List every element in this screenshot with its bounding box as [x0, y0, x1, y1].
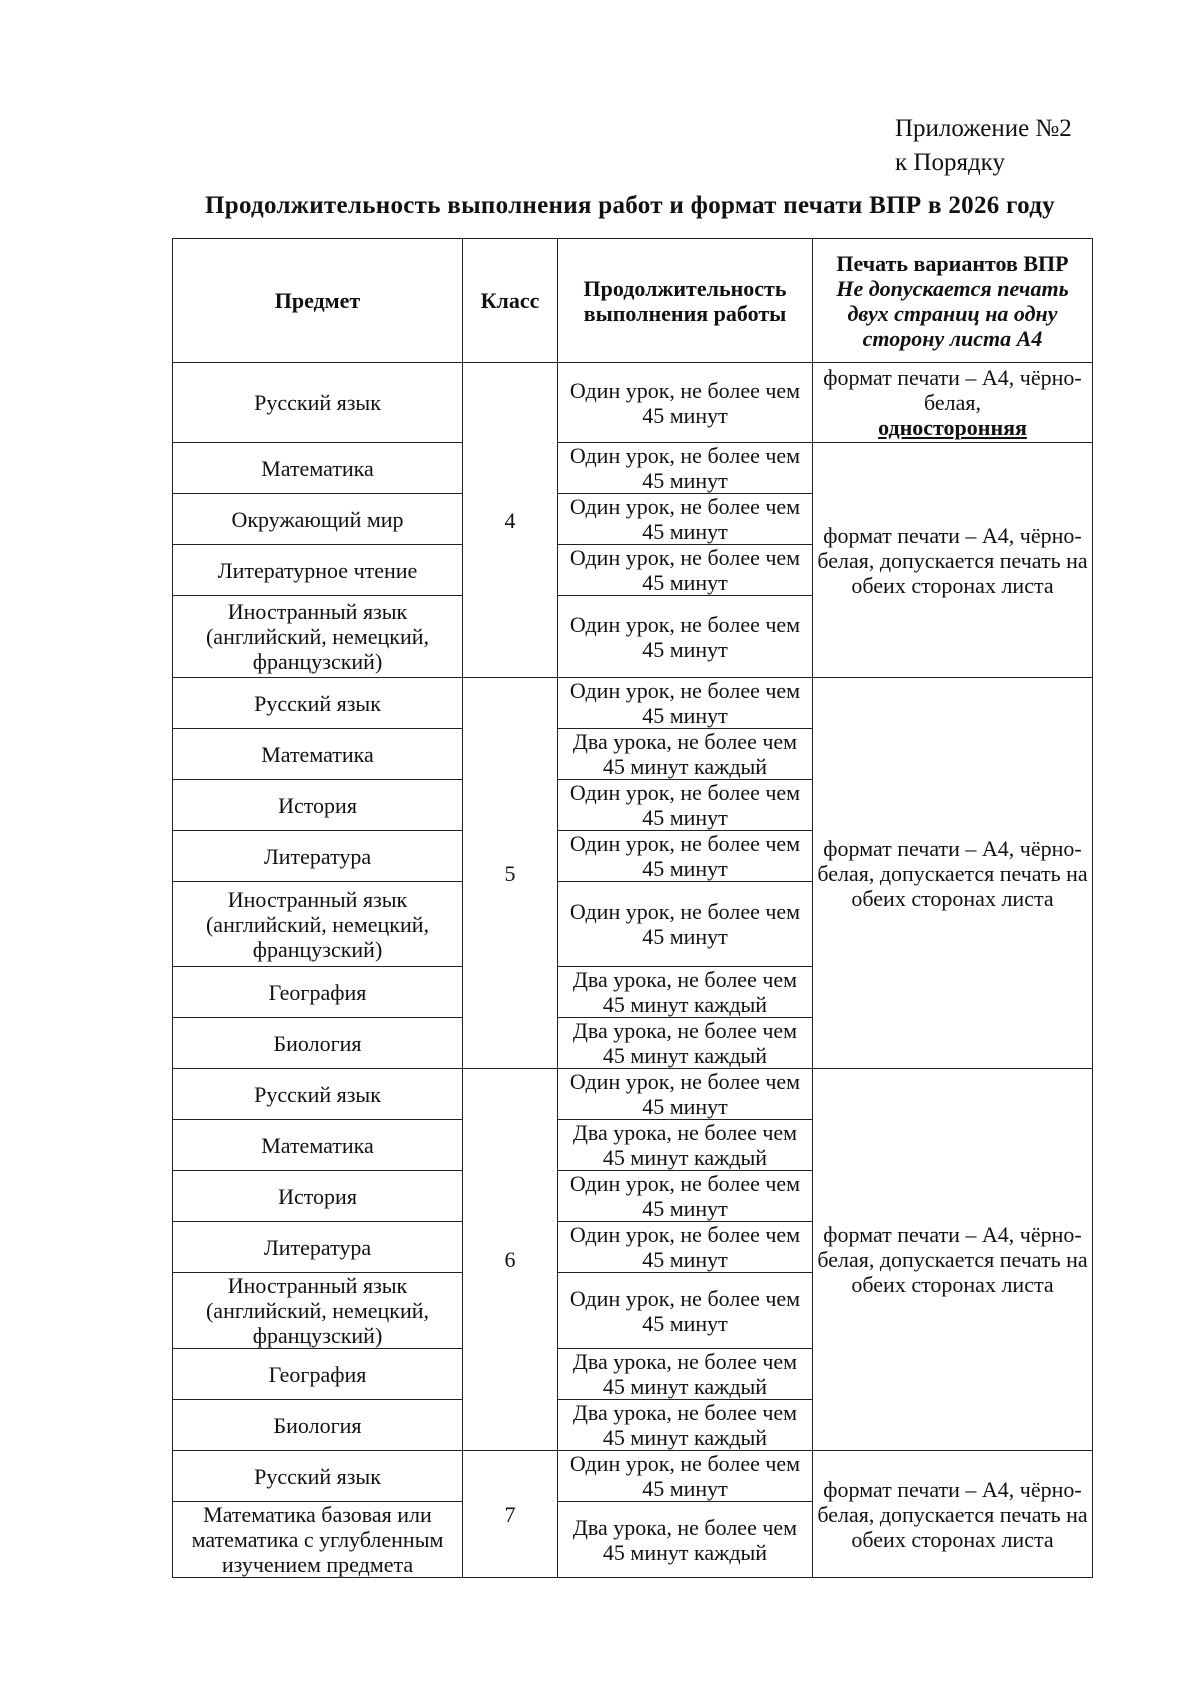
duration-cell: Два урока, не более чем 45 минут каждый	[558, 1502, 813, 1578]
print-format-text: формат печати – А4, чёрно-белая,	[823, 365, 1082, 415]
subject-cell: Математика	[173, 1120, 463, 1171]
vpr-schedule-table	[172, 238, 1093, 1578]
table-header-row	[173, 239, 1093, 363]
subject-cell: Математика	[173, 443, 463, 494]
table-row	[173, 363, 1093, 443]
duration-cell: Два урока, не более чем 45 минут каждый	[558, 1120, 813, 1171]
subject-cell: Иностранный язык (английский, немецкий, французский)	[173, 596, 463, 678]
duration-cell: Один урок, не более чем 45 минут	[558, 443, 813, 494]
duration-cell: Один урок, не более чем 45 минут	[558, 494, 813, 545]
duration-cell: Один урок, не более чем 45 минут	[558, 1451, 813, 1502]
subject-cell: Русский язык	[173, 363, 463, 443]
duration-cell: Один урок, не более чем 45 минут	[558, 1069, 813, 1120]
duration-cell: Один урок, не более чем 45 минут	[558, 596, 813, 678]
duration-cell: Два урока, не более чем 45 минут каждый	[558, 1018, 813, 1069]
duration-cell: Один урок, не более чем 45 минут	[558, 545, 813, 596]
print-format-cell: формат печати – А4, чёрно- белая, допускается печать на обеих сторонах листа	[813, 1451, 1093, 1578]
subject-cell: Русский язык	[173, 1069, 463, 1120]
appendix-note	[895, 112, 1072, 180]
duration-cell: Один урок, не более чем 45 минут	[558, 1171, 813, 1222]
subject-cell: География	[173, 1349, 463, 1400]
subject-cell: Литература	[173, 831, 463, 882]
subject-cell: География	[173, 967, 463, 1018]
table-row	[173, 1451, 1093, 1502]
appendix-line-1: Приложение №2	[895, 115, 1072, 142]
subject-cell: Математика базовая или математика с углубленным изучением предмета	[173, 1502, 463, 1578]
subject-cell: Русский язык	[173, 1451, 463, 1502]
header-print-title: Печать вариантов ВПР	[836, 250, 1069, 276]
header-duration: Продолжительность выполнения работы	[558, 239, 813, 363]
table-row	[173, 678, 1093, 729]
subject-cell: Литературное чтение	[173, 545, 463, 596]
grade-cell: 5	[463, 678, 558, 1069]
print-format-cell	[813, 363, 1093, 443]
header-grade: Класс	[463, 239, 558, 363]
print-format-cell: формат печати – А4, чёрно- белая, допускается печать на обеих сторонах листа	[813, 678, 1093, 1069]
duration-cell: Один урок, не более чем 45 минут	[558, 882, 813, 967]
header-print	[813, 239, 1093, 363]
print-format-emphasis: односторонняя	[878, 415, 1027, 440]
header-subject: Предмет	[173, 239, 463, 363]
duration-cell: Один урок, не более чем 45 минут	[558, 831, 813, 882]
subject-cell: Литература	[173, 1222, 463, 1273]
subject-cell: Иностранный язык (английский, немецкий, французский)	[173, 882, 463, 967]
duration-cell: Один урок, не более чем 45 минут	[558, 678, 813, 729]
duration-cell: Один урок, не более чем 45 минут	[558, 1222, 813, 1273]
duration-cell: Один урок, не более чем 45 минут	[558, 1273, 813, 1349]
duration-cell: Один урок, не более чем 45 минут	[558, 780, 813, 831]
subject-cell: Биология	[173, 1018, 463, 1069]
table-row	[173, 443, 1093, 494]
duration-cell: Два урока, не более чем 45 минут каждый	[558, 1400, 813, 1451]
appendix-line-2: к Порядку	[895, 149, 1005, 176]
duration-cell: Один урок, не более чем 45 минут	[558, 363, 813, 443]
grade-cell: 6	[463, 1069, 558, 1451]
duration-cell: Два урока, не более чем 45 минут каждый	[558, 729, 813, 780]
print-format-cell: формат печати – А4, чёрно- белая, допускается печать на обеих сторонах листа	[813, 1069, 1093, 1451]
subject-cell: Русский язык	[173, 678, 463, 729]
subject-cell: История	[173, 780, 463, 831]
header-print-note: Не допускается печать двух страниц на одну сторону листа А4	[836, 275, 1069, 351]
duration-cell: Два урока, не более чем 45 минут каждый	[558, 967, 813, 1018]
print-format-cell: формат печати – А4, чёрно- белая, допускается печать на обеих сторонах листа	[813, 443, 1093, 678]
subject-cell: Математика	[173, 729, 463, 780]
subject-cell: Иностранный язык (английский, немецкий, французский)	[173, 1273, 463, 1349]
document-title: Продолжительность выполнения работ и формат печати ВПР в 2026 году	[205, 192, 1055, 219]
grade-cell: 4	[463, 363, 558, 678]
grade-cell: 7	[463, 1451, 558, 1578]
duration-cell: Два урока, не более чем 45 минут каждый	[558, 1349, 813, 1400]
subject-cell: История	[173, 1171, 463, 1222]
table-row	[173, 1069, 1093, 1120]
subject-cell: Окружающий мир	[173, 494, 463, 545]
subject-cell: Биология	[173, 1400, 463, 1451]
